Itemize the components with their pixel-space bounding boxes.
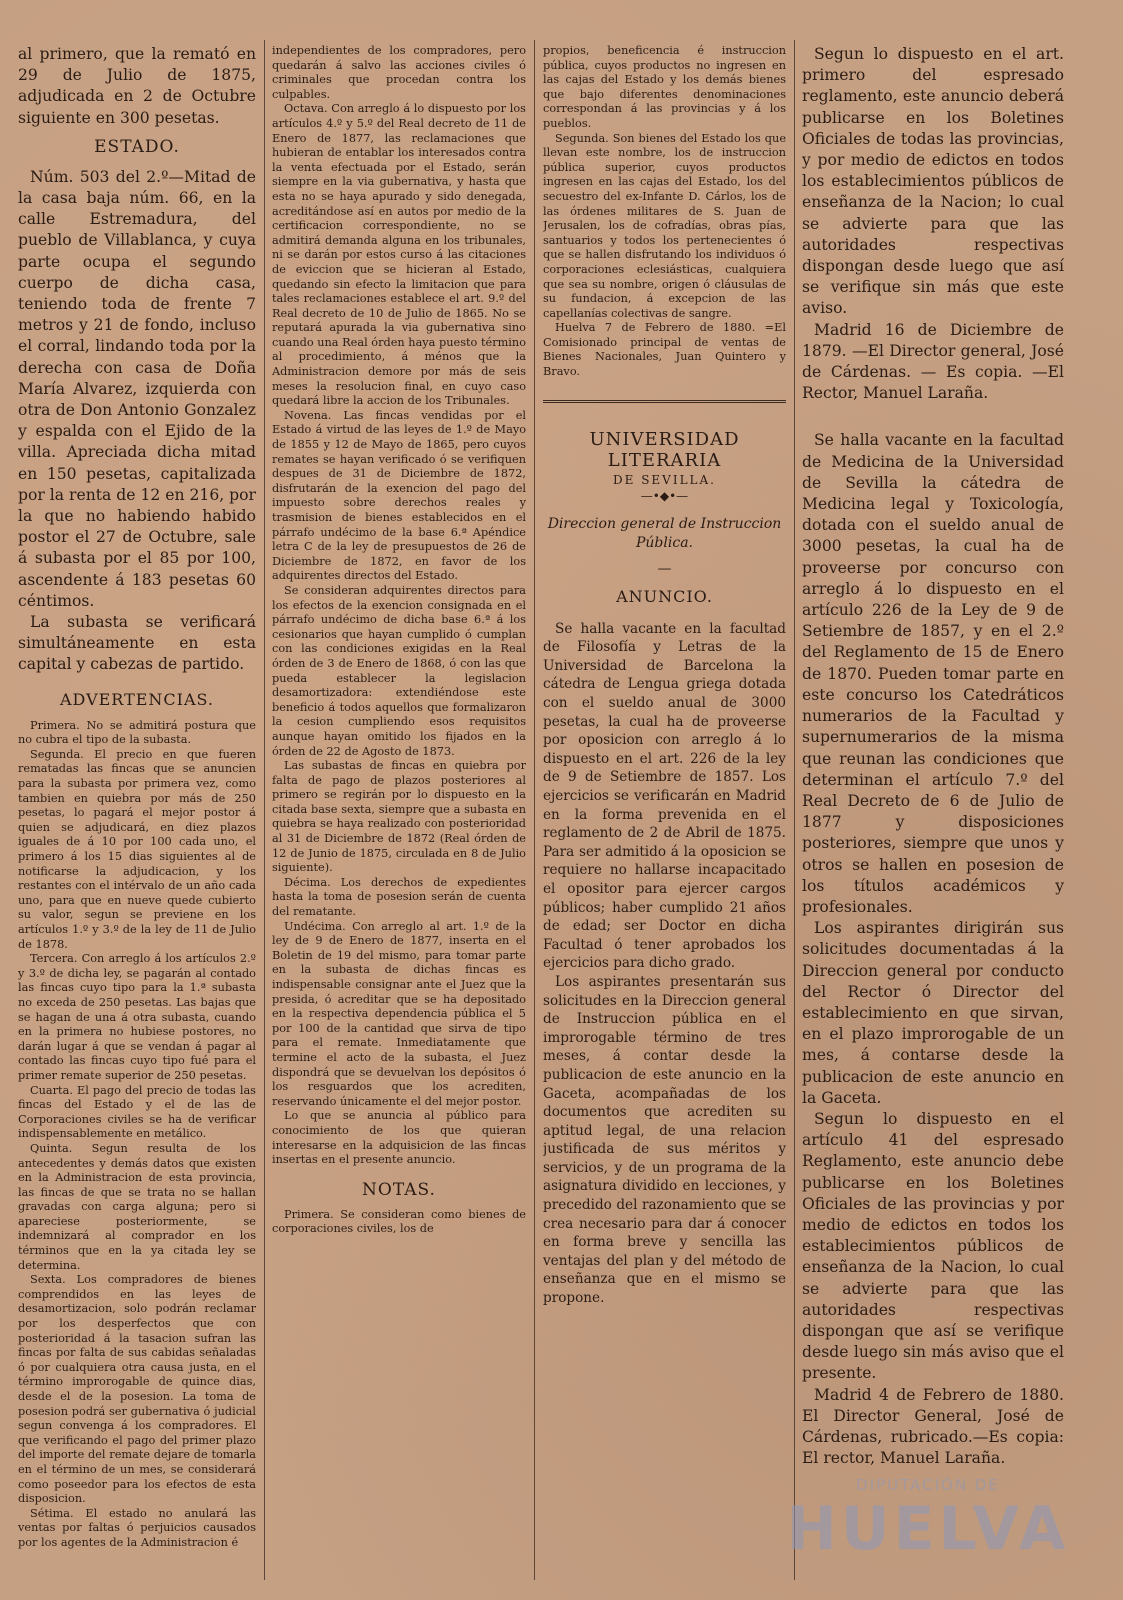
column-divider [534, 40, 535, 1580]
signature-block: Madrid 4 de Febrero de 1880. El Director General, José de Cárdenas, rubricado.—Es copia: El rector, Manuel Laraña. [802, 1385, 1064, 1468]
paragraph: Segun lo dispuesto en el artículo 41 del espresado Reglamento, este anuncio debe publicarse en los Boletines Oficiales de las provincias y por medio de edictos en todos los establecimientos públicos de enseñanza de la Nacion, lo cual se advierte para que las autoridades respectivas dispongan que así se verifique desde luego sin más aviso que el presente. [802, 1109, 1064, 1383]
paragraph: Segunda. El precio en que fueren rematadas las fincas que se anuncien para la subasta por primera vez, como tambien en quiebra por más de 250 pesetas, lo pagará el mejor postor á quien se adjudicará, en diez plazos iguales de á 10 por 100 cada uno, el primero á los 15 dias siguientes al de notificarse la adjudicacion, y los restantes con el intérvalo de un año cada uno, para que en nueve quede cubierto su valor, segun se previene en los artículos 1.º y 3.º de la ley de 11 de Julio de 1878. [18, 747, 256, 951]
paragraph: propios, beneficencia é instruccion pública, cuyos productos no ingresen en las cajas del Estado y los demás bienes que bajo diferentes denominaciones correspondan á las provincias y á los pueblos. [543, 44, 786, 130]
paragraph: independientes de los compradores, pero quedarán á salvo las acciones civiles ó criminales que procedan contra los culpables. [272, 44, 526, 101]
section-separator [543, 400, 786, 403]
property-listing: Núm. 503 del 2.º—Mitad de la casa baja núm. 66, en la calle Estremadura, del pueblo de Villablanca, y cuya parte ocupa el segundo cuerpo de dicha casa, teniendo toda de frente 7 metros y 21 de fondo, incluso el corral, lindando toda por la derecha con casa de Doña María Alvarez, izquierda con otra de Don Antonio Gonzalez y espalda con el Ejido de la villa. Apreciada dicha mitad en 150 pesetas, capitalizada por la renta de 12 en 216, por la que no habiendo habido postor el 27 de Octubre, sale á subasta por el 85 por 100, ascendente á 183 pesetas 60 céntimos. [18, 167, 256, 610]
paragraph: Se halla vacante en la facultad de Medicina de la Universidad de Sevilla la cátedra de Medicina legal y Toxicología, dotada con el sueldo anual de 3000 pesetas, la cual ha de proveerse por concurso con arreglo á lo dispuesto en el artículo 226 de la Ley de 9 de Setiembre de 1857, y en el 2.º del Reglamento de 15 de Enero de 1870. Pueden tomar parte en este concurso los Catedráticos numerarios de la Facultad y supernumerarios de la misma que reunan las condiciones que determinan el artículo 7.º del Real Decreto de 6 de Julio de 1877 y disposiciones posteriores, siempre que unos y otros se hallen en posesion de los títulos académicos y profesionales. [802, 431, 1064, 916]
paragraph: Se halla vacante en la facultad de Filosofía y Letras de la Universidad de Barcelona la cátedra de Lengua griega dotada con el sueldo anual de 3000 pesetas, la cual ha de proveerse por oposicion con arreglo á lo dispuesto en el art. 226 de la ley de 9 de Setiembre de 1857. Los ejercicios se verificarán en Madrid en la forma prevenida en el reglamento de 2 de Abril de 1875. Para ser admitido á la oposicion se requiere no hallarse incapacitado el opositor para ejercer cargos públicos; haber cumplido 21 años de edad; ser Doctor en dicha Facultad ó tener aprobados los ejercicios para dicho grado. [543, 620, 786, 972]
signature-block: Huelva 7 de Febrero de 1880. =El Comisionado principal de ventas de Bienes Nacionales, Juan Quintero y Bravo. [543, 321, 786, 379]
paragraph: Los aspirantes dirigirán sus solicitudes documentadas á la Direccion general por conducto del Rector ó Director del establecimiento en que sirvan, en el plazo improrogable de un mes, á contarse desde la publicacion de este anuncio en la Gaceta. [802, 919, 1064, 1107]
section-heading-estado: ESTADO. [94, 136, 180, 157]
paragraph: Lo que se anuncia al público para conocimiento de los que quieran interesarse en la adquisicion de las fincas insertas en el presente anuncio. [272, 1109, 526, 1167]
column-divider [264, 40, 265, 1580]
paragraph: La subasta se verificará simultáneamente en esta capital y cabezas de partido. [18, 613, 256, 674]
paragraph: Octava. Con arreglo á lo dispuesto por los artículos 4.º y 5.º del Real decreto de 11 de Enero de 1877, las reclamaciones que hubieran de entablar los interesados contra la venta efectuada por el Estado, serán siempre en la via gubernativa, y hasta que esta no se haya apurado y sido denegada, acreditándose así en autos por medio de la certificacion correspondiente, no se admitirá demanda alguna en los tribunales, ni se darán por estos curso á las citaciones de eviccion que se hicieran al Estado, quedando sin efecto la limitacion que para tales reclamaciones establece el art. 9.º del Real decreto de 10 de Julio de 1865. No se reputará apurada la via gubernativa sino cuando una Real órden haya puesto término al procedimiento, á ménos que la Administracion demore por más de seis meses la resolucion final, en cuyo caso quedará libre la accion de los Tribunales. [272, 102, 526, 408]
signature-block: Madrid 16 de Diciembre de 1879. —El Director general, José de Cárdenas. — Es copia. —El Rector, Manuel Laraña. [802, 320, 1064, 403]
paragraph: Primera. No se admitirá postura que no cubra el tipo de la subasta. [18, 718, 256, 747]
spacer [802, 404, 1064, 430]
watermark-main-text: HUELVA [786, 1494, 1070, 1564]
column-divider [794, 40, 795, 1580]
university-subtitle: DE SEVILLA. [613, 472, 716, 487]
paragraph: Los aspirantes presentarán sus solicitudes en la Direccion general de Instruccion pública en el improrogable término de tres meses, á contar desde la publicacion de este anuncio en la Gaceta, acompañadas de los documentos que acrediten su aptitud legal, de una relacion justificada de sus méritos y servicios, y de un programa de la asignatura dividido en lecciones, y precedido del razonamiento que se crea necesario para dar á conocer en forma breve y sencilla las ventajas del plan y del método de enseñanza que en el mismo se propone. [543, 973, 786, 1307]
direccion-heading: Direccion general de Instruccion Pública. [547, 515, 782, 551]
paragraph: Las subastas de fincas en quiebra por falta de pago de plazos posteriores al primero se regirán por lo dispuesto en la citada base sexta, siempre que a subasta en quiebra se haya realizado con posterioridad al 31 de Diciembre de 1872 (Real órden de 12 de Junio de 1875, circulada en 8 de Julio siguiente). [272, 759, 526, 875]
university-title: UNIVERSIDAD LITERARIA [589, 428, 740, 471]
paragraph: Segun lo dispuesto en el art. primero del espresado reglamento, este anuncio deberá publicarse en los Boletines Oficiales de todas las provincias, y por medio de edictos en todos los establecimientos públicos de enseñanza de la Nacion; lo cual se advierte para que las autoridades respectivas dispongan desde luego que así se verifique sin más que este aviso. [802, 45, 1064, 318]
paragraph: Sétima. El estado no anulará las ventas por faltas ó perjuicios causados por los agentes de la Administracion é [18, 1506, 256, 1549]
anuncio-heading: ANUNCIO. [616, 586, 713, 606]
paragraph: Se consideran adquirentes directos para los efectos de la exencion consignada en el párrafo undécimo de dicha base 6.ª á los cesionarios que hayan cumplido ó cumplan con las condiciones exigidas en la Real órden de 3 de Enero de 1868, ó con las que pueda establecer la legislacion desamortizadora: extendiéndose este beneficio á todos aquellos que formalizaron la cesion cumpliendo esos requisitos aunque hayan omitido los fijados en la órden de 22 de Agosto de 1873. [272, 583, 526, 758]
ornament: —•◆•— [640, 488, 689, 503]
paragraph: Undécima. Con arreglo al art. 1.º de la ley de 9 de Enero de 1877, inserta en el Boletin de 19 del mismo, para tomar parte en la subasta de dichas fincas es indispensable consignar ante el Juez que la presida, ó acreditar que se ha depositado en la respectiva dependencia pública el 5 por 100 de la cantidad que sirva de tipo para el remate. Inmediatamente que termine el acto de la subasta, el Juez dispondrá que se devuelvan los depósitos ó los resguardos que los acrediten, reservando únicamente el del mejor postor. [272, 919, 526, 1108]
archive-watermark [773, 1476, 1083, 1588]
column-2 [272, 44, 526, 1579]
paragraph: Cuarta. El pago del precio de todas las fincas del Estado y el de las de Corporaciones civiles se ha de verificar indispensablemente en metálico. [18, 1083, 256, 1141]
paragraph: Tercera. Con arreglo á los artículos 2.º y 3.º de dicha ley, se pagarán al contado las fincas cuyo tipo para la 1.ª subasta no exceda de 250 pesetas. Las bajas que se hagan de una á otra subasta, cuando en la primera no hubiese postores, no darán lugar á que se vendan á pagar al contado las fincas cuyo tipo fué para el primer remate superior de 250 pesetas. [18, 952, 256, 1082]
watermark-top-text: DIPUTACIÓN DE [856, 1476, 1000, 1494]
paragraph: Segunda. Son bienes del Estado los que llevan este nombre, los de instruccion pública superior, cuyos productos ingresen en las cajas del Estado, los del secuestro del ex-Infante D. Cárlos, los de las órdenes militares de S. Juan de Jerusalen, los de cofradías, obras pías, santuarios y todos los pertenecientes ó que se hallen disfrutando los individuos ó corporaciones eclesiásticas, cualquiera que sea su nombre, origen ó cláusulas de su fundacion, á excepcion de las capellanías colectivas de sangre. [543, 131, 786, 320]
section-heading-advertencias: ADVERTENCIAS. [59, 689, 215, 709]
column-3 [543, 44, 786, 1579]
paragraph: Sexta. Los compradores de bienes comprendidos en las leyes de desamortizacion, solo podrán reclamar por los desperfectos que con posterioridad á la tasacion sufran las fincas por falta de sus cabidas señaladas ó por cualquiera otra causa justa, en el término improrogable de quince dias, desde el de la posesion. La toma de posesion podrá ser gubernativa ó judicial segun convenga á los compradores. El que verificando el pago del primer plazo del importe del remate dejare de tomarla en el término de un mes, se considerará como poseedor para los efectos de esta disposicion. [18, 1273, 256, 1506]
dash-divider: — [657, 560, 672, 577]
section-heading-notas: NOTAS. [362, 1179, 436, 1200]
paragraph: Primera. Se consideran como bienes de corporaciones civiles, los de [272, 1207, 526, 1236]
column-4 [802, 44, 1064, 1579]
paragraph: Quinta. Segun resulta de los antecedentes y demás datos que existen en la Administracion de esta provincia, las fincas de que se trata no se hallan gravadas con carga alguna; pero si apareciese posteriormente, se indemnizará al comprador en los términos que en la ya citada ley se determina. [18, 1141, 256, 1272]
column-1 [18, 44, 256, 1579]
paragraph: al primero, que la remató en 29 de Julio de 1875, adjudicada en 2 de Octubre siguiente en 300 pesetas. [18, 45, 256, 127]
paragraph: Novena. Las fincas vendidas por el Estado á virtud de las leyes de 1.º de Mayo de 1855 y 12 de Mayo de 1865, pero cuyos remates se hayan verificado ó se verifiquen despues de 31 de Diciembre de 1872, disfrutarán de la exencion del pago del impuesto sobre derechos reales y trasmision de bienes establecidos en el párrafo undécimo de la base 6.ª Apéndice letra C de la ley de presupuestos de 26 de Diciembre de 1872, en favor de los adquirentes directos del Estado. [272, 408, 526, 583]
paragraph: Décima. Los derechos de expedientes hasta la toma de posesion serán de cuenta del rematante. [272, 875, 526, 919]
